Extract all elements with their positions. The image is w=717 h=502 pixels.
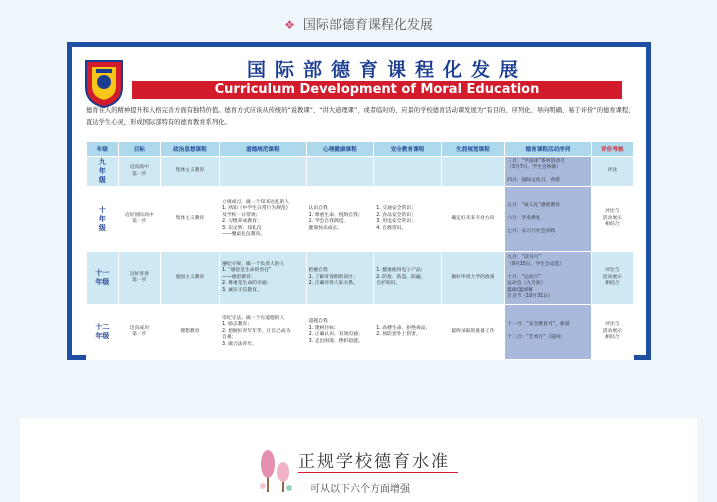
politics-cell: 集体主义教育 xyxy=(160,157,219,187)
goal-cell: 迈向高中 第一步 xyxy=(118,157,160,187)
safety-cell xyxy=(374,157,442,187)
psych-cell: 超越自我 1. 建树目标； 2. 正确认识、有效沟通； 3. 走出困境、挫折超越。 xyxy=(306,305,374,360)
evaluation-cell: 评比与 活动展示 相结合 xyxy=(591,187,633,252)
footer-subtitle: 可从以下六个方面增强 xyxy=(310,484,410,495)
header-goal: 目标 xyxy=(118,142,160,157)
evaluation-cell: 评比 xyxy=(591,157,633,187)
footer-title: 正规学校德育水准 xyxy=(298,452,450,472)
header-schedule: 德育课程活动序列 xyxy=(505,142,592,157)
goal-cell: 迈向成功 第一步 xyxy=(118,305,160,360)
header-evaluation: 评价考核 xyxy=(591,142,633,157)
psych-cell: 把握自我 1. 了解青春期的误区； 2. 正确对待人际关系。 xyxy=(306,252,374,305)
curriculum-table xyxy=(86,141,634,360)
goal-cell: 迈好国际高中 第一步 xyxy=(118,187,160,252)
safety-cell: 1. 交通安全常识； 2. 食品安全常识； 3. 用电安全常识； 4. 自救常识。 xyxy=(374,187,442,252)
moral-cell xyxy=(220,157,307,187)
career-cell xyxy=(441,157,504,187)
diamond-bullet-icon: ❖ xyxy=(284,18,295,32)
header-safety: 安全教育课程 xyxy=(374,142,442,157)
grade-cell: 十一 年级 xyxy=(87,252,119,305)
psych-cell xyxy=(306,157,374,187)
table-row xyxy=(87,252,634,305)
poster-title-cn: 国际部德育课程化发展 xyxy=(246,59,527,81)
career-cell: 做好申请大学的准备 xyxy=(441,252,504,305)
moral-cell: 立规成习、做一个知书达礼的人 1. 熟知《中学生日常行为规范》 及学校一日常规； 2. 习惯养成教育； 3. 识文明、知礼仪 ——餐桌礼仪教育。 xyxy=(220,187,307,252)
header-grade: 年级 xyxy=(87,142,119,157)
schedule-cell: 五月：“成人礼”感恩教育 六月：毕业典礼 七月：实习与社会实践 xyxy=(505,187,592,252)
politics-cell: 爱国主义教育 xyxy=(160,252,219,305)
grade-cell: 九 年 级 xyxy=(87,157,119,187)
politics-cell: 集体主义教育 xyxy=(160,187,219,252)
table-row xyxy=(87,305,634,360)
career-cell: 确定好未来专业方向 xyxy=(441,187,504,252)
evaluation-cell: 评比与 活动展示 相结合 xyxy=(591,252,633,305)
safety-cell: 1. 高楼生命、拒绝毒品； 2. 预防意外上伤害。 xyxy=(374,305,442,360)
evaluation-cell: 评比与 活动展示 相结合 xyxy=(591,305,633,360)
schedule-cell: 三月：“学雷锋”系列活动月 （3月7日、学生会纳新） 四月：国际文化月、春游 xyxy=(505,157,592,187)
goal-cell: 迈好青春 第一步 xyxy=(118,252,160,305)
table-header-row xyxy=(87,142,634,157)
psych-cell: 认识自我 1. 尊重生命、悦纳自我； 2. 学会自我调适、 健康快乐成长。 xyxy=(306,187,374,252)
header-politics: 政治思想课程 xyxy=(160,142,219,157)
header-psych: 心理健康课程 xyxy=(306,142,374,157)
safety-cell: 1. 健康使用电子产品； 2. 防抢、防盗、防骗， 自护知识。 xyxy=(374,252,442,305)
top-title xyxy=(0,14,717,33)
schedule-cell: 九月：“读书月” （9月15日、学生会竞选） 十月：“运动月” 运动会（九月底） 篮球/篮球赛 万圣节（10月31日） xyxy=(505,252,592,305)
schedule-cell: 十一月：“安全教育月”、新游 十二月：“艺术月”（巡回） xyxy=(505,305,592,360)
grade-cell: 十二 年级 xyxy=(87,305,119,360)
table-row xyxy=(87,187,634,252)
footer-divider xyxy=(298,472,458,473)
trees-icon xyxy=(258,446,294,494)
top-title-text: 国际部德育课程化发展 xyxy=(302,18,433,33)
table-row xyxy=(87,157,634,187)
moral-cell: 崇纪守法、做一个有道德的人 1. 励志教育； 2. 把握好青年年华，让自己成为 自豪； 3. 做合法青年。 xyxy=(220,305,307,360)
poster-body xyxy=(72,47,646,355)
curriculum-poster xyxy=(67,42,651,360)
poster-intro: 德育在人的精神提升和人格完善方面有独特价值。德育方式应该从传统的“说教课”、“讲大道理课”，或者临时的、应景的学校德育活动课发展为“有目的、序列化、导向明确、易于评价”的德育课程，直达学生心灵，形成国际部特有的德育教育系列化。 xyxy=(86,107,635,126)
career-cell: 最终录取的准备工作 xyxy=(441,305,504,360)
politics-cell: 理想教育 xyxy=(160,305,219,360)
header-moral: 道德规范课程 xyxy=(220,142,307,157)
moral-cell: 遵纪守规、做一个负责人的人 1. “感恩是生命的责任” ——感恩教育； 2. 尊重是生命的幸福； 3. 诚实守信教育。 xyxy=(220,252,307,305)
grade-cell: 十 年 级 xyxy=(87,187,119,252)
header-career: 生涯规划课程 xyxy=(441,142,504,157)
school-emblem-icon xyxy=(82,57,126,109)
poster-title-en: Curriculum Development of Moral Education xyxy=(132,81,622,99)
